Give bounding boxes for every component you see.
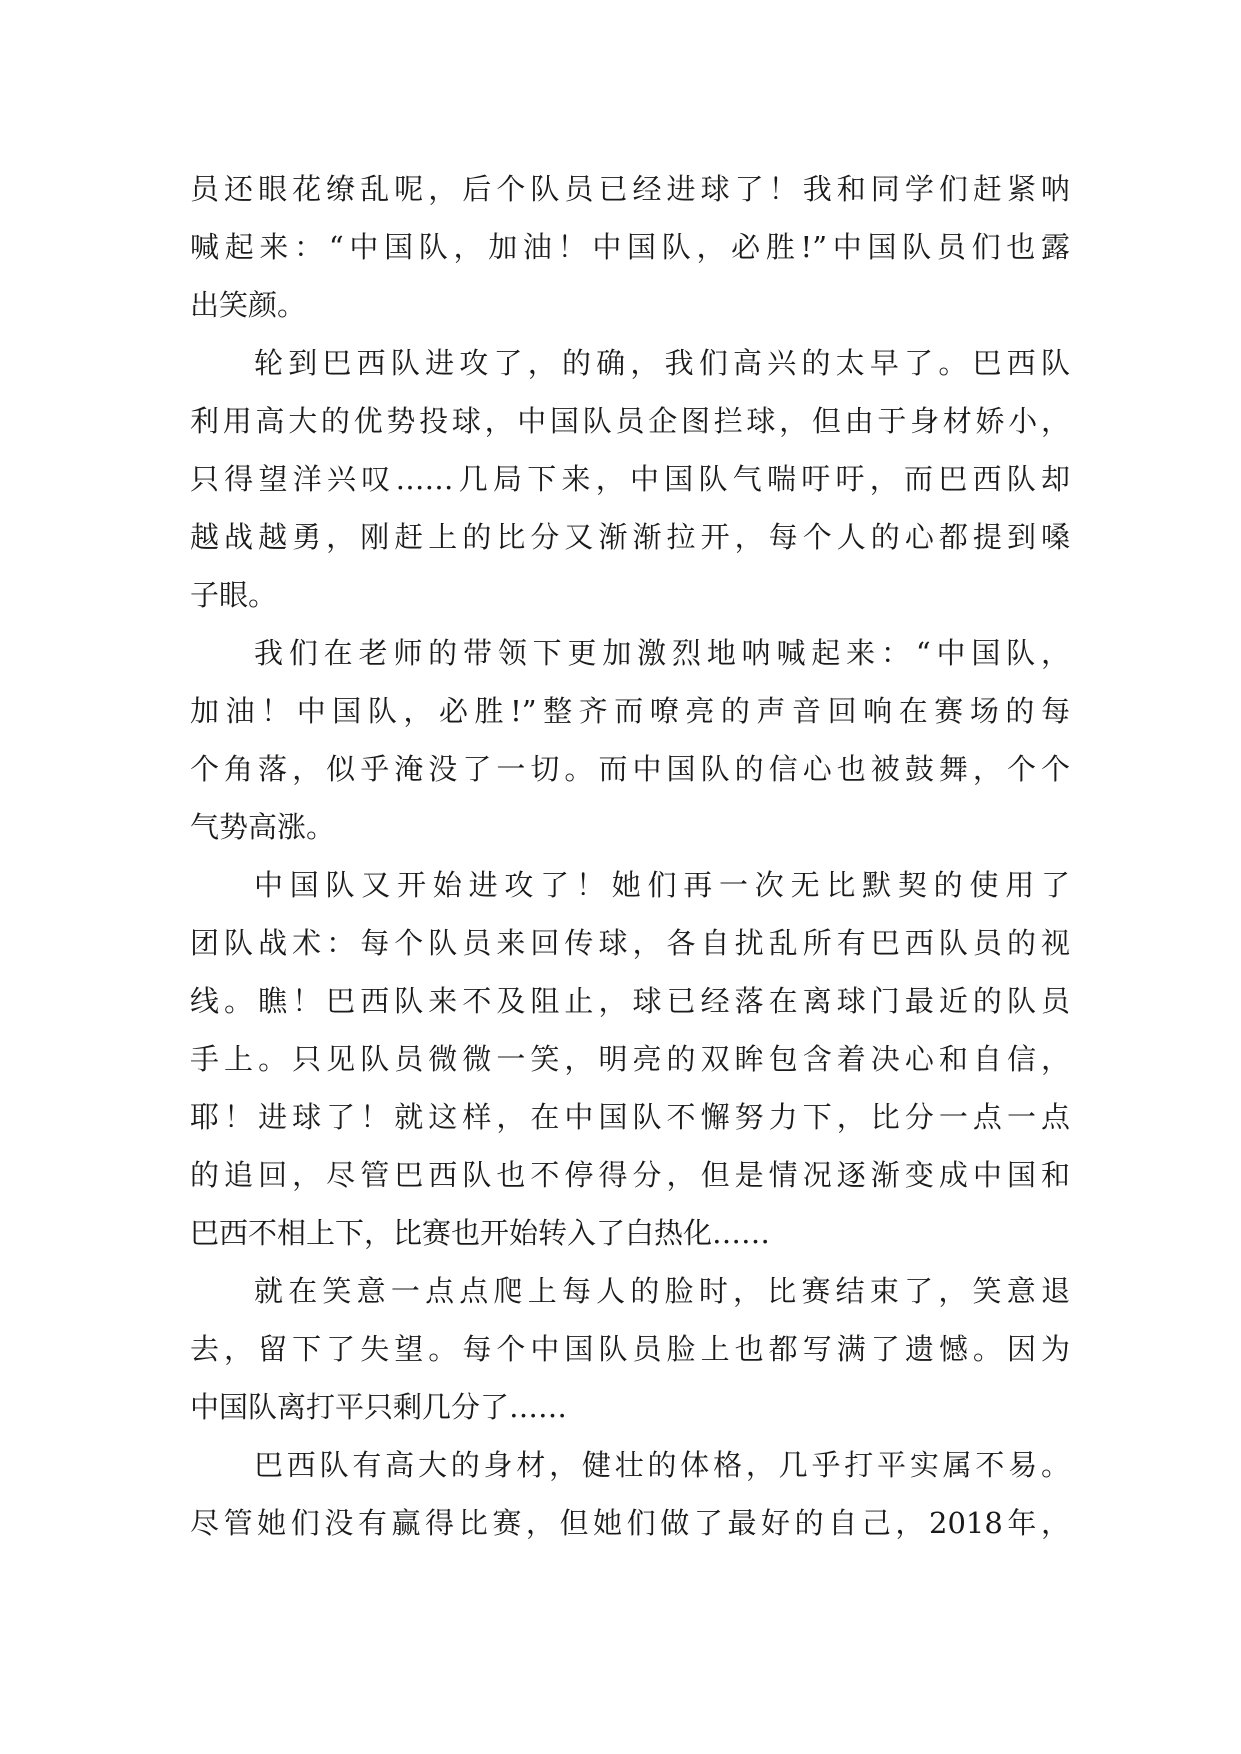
text-line: 巴西不相上下，比赛也开始转入了白热化…… <box>190 1216 771 1250</box>
document-body <box>190 160 1070 1552</box>
text-line: 中国队又开始进攻了！她们再一次无比默契的使用了 <box>254 868 1070 902</box>
text-line: 就在笑意一点点爬上每人的脸时，比赛结束了，笑意退 <box>254 1274 1070 1308</box>
text-line: 我们在老师的带领下更加激烈地呐喊起来：“中国队， <box>254 636 1070 670</box>
text-line: 加油！中国队，必胜!”整齐而嘹亮的声音回响在赛场的每 <box>190 694 1070 728</box>
text-line: 轮到巴西队进攻了，的确，我们高兴的太早了。巴西队 <box>254 346 1070 380</box>
text-line: 耶！进球了！就这样，在中国队不懈努力下，比分一点一点 <box>190 1100 1070 1134</box>
text-line: 出笑颜。 <box>190 288 307 322</box>
text-line: 气势高涨。 <box>190 810 336 844</box>
text-line: 中国队离打平只剩几分了…… <box>190 1390 568 1424</box>
text-line: 员还眼花缭乱呢，后个队员已经进球了！我和同学们赶紧呐 <box>190 172 1070 206</box>
text-line: 利用高大的优势投球，中国队员企图拦球，但由于身材娇小， <box>190 404 1070 438</box>
text-line: 个角落，似乎淹没了一切。而中国队的信心也被鼓舞，个个 <box>190 752 1070 786</box>
text-line: 喊起来：“中国队，加油！中国队，必胜!”中国队员们也露 <box>190 230 1070 264</box>
text-line: 巴西队有高大的身材，健壮的体格，几乎打平实属不易。 <box>254 1448 1070 1482</box>
text-line: 团队战术：每个队员来回传球，各自扰乱所有巴西队员的视 <box>190 926 1070 960</box>
text-line: 线。瞧！巴西队来不及阻止，球已经落在离球门最近的队员 <box>190 984 1070 1018</box>
text-line: 只得望洋兴叹……几局下来，中国队气喘吁吁，而巴西队却 <box>190 462 1070 496</box>
text-line: 子眼。 <box>190 578 278 612</box>
text-line: 尽管她们没有赢得比赛，但她们做了最好的自己，2018年， <box>190 1506 1070 1540</box>
text-line: 去，留下了失望。每个中国队员脸上也都写满了遗憾。因为 <box>190 1332 1070 1366</box>
text-line: 手上。只见队员微微一笑，明亮的双眸包含着决心和自信， <box>190 1042 1070 1076</box>
text-line: 的追回，尽管巴西队也不停得分，但是情况逐渐变成中国和 <box>190 1158 1070 1192</box>
text-line: 越战越勇，刚赶上的比分又渐渐拉开，每个人的心都提到嗓 <box>190 520 1070 554</box>
